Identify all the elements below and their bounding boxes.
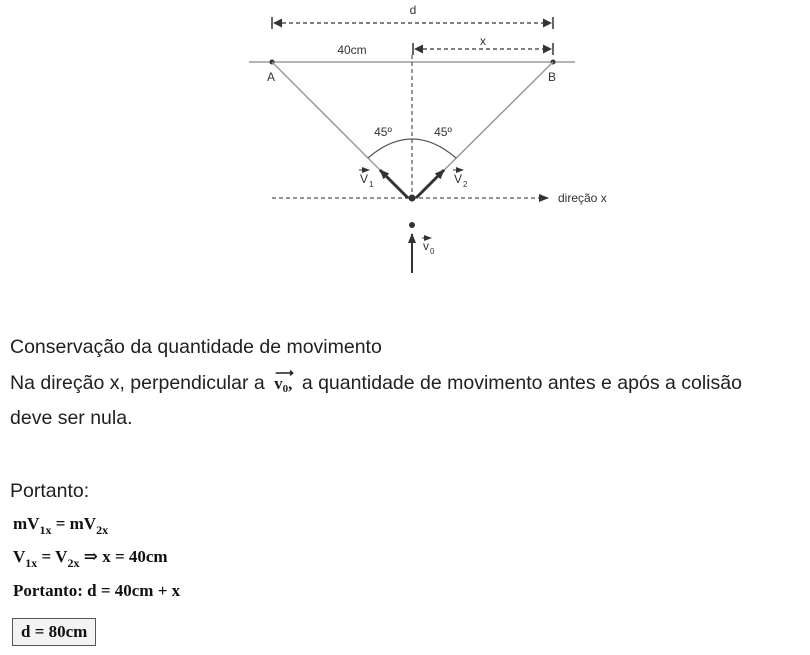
distance-40-label: 40cm: [337, 43, 367, 57]
v2-arrow: [416, 170, 444, 198]
explanation-before: Na direção x, perpendicular a: [10, 372, 265, 394]
svg-text:V: V: [360, 172, 369, 186]
explanation-after: a quantidade de movimento antes e após a colisão: [301, 372, 742, 394]
svg-text:V: V: [454, 172, 463, 186]
conservation-title: Conservação da quantidade de movimento: [10, 336, 382, 358]
collision-diagram: [0, 0, 810, 300]
equation-velocity: $V_{1x} = V_{2x}$ ⇒ x = 40cm: [13, 547, 168, 570]
v0-inline-vector: ⟶ $v_0$,: [274, 365, 293, 395]
angle-right-label: 45º: [434, 125, 452, 139]
point-b-label: B: [547, 70, 557, 84]
equation-momentum: $mV_{1x} = mV_{2x}$: [13, 514, 109, 537]
svg-text:v: v: [423, 239, 429, 253]
v2-label: [453, 170, 468, 189]
d-label: d: [409, 3, 417, 17]
angle-left-label: 45º: [374, 125, 392, 139]
equation-distance: Portanto: d = 40cm + x: [13, 581, 181, 600]
v0-label: [422, 238, 435, 256]
svg-text:1: 1: [369, 180, 374, 189]
initial-point: [409, 222, 415, 228]
result-box: d = 80cm: [12, 618, 96, 646]
x-label: x: [480, 34, 486, 48]
point-a-label: A: [266, 70, 276, 84]
v1-arrow: [380, 170, 408, 198]
v1-label: [359, 170, 374, 189]
svg-text:2: 2: [463, 180, 468, 189]
portanto-label: Portanto:: [10, 480, 90, 502]
d-dimension: [272, 3, 553, 29]
x-dimension: [413, 34, 553, 55]
direction-x-label: direção x: [558, 191, 607, 205]
explanation-line-3: deve ser nula.: [10, 407, 133, 429]
explanation-line: [10, 365, 742, 395]
collision-point: [409, 195, 416, 202]
svg-text:0: 0: [430, 247, 435, 256]
